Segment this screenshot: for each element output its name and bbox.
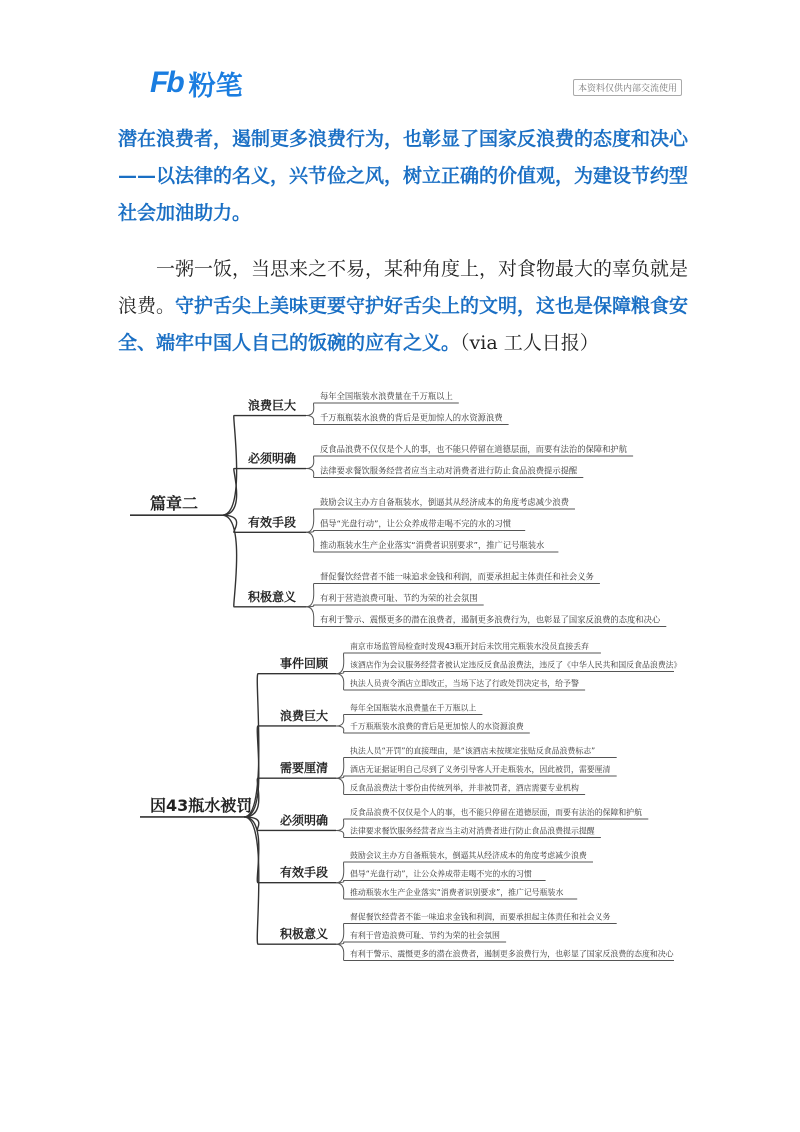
leaf-node: 督促餐饮经营者不能一味追求金钱和利润，而要承担起主体责任和社会义务 xyxy=(320,571,594,582)
branch-node: 事件回顾 xyxy=(280,656,329,671)
paragraph-2-line-3-highlight: 全、端牢中国人自己的饭碗的应有之义。 xyxy=(118,332,461,354)
branch-connector xyxy=(306,532,314,552)
paragraph-1-line-3: 社会加油助力。 xyxy=(118,202,252,224)
leaf-node: 酒店无证据证明自己尽到了义务引导客人开走瓶装水，因此被罚，需要厘清 xyxy=(350,765,611,774)
branch-connector xyxy=(336,778,344,794)
branch-connector xyxy=(306,416,314,425)
branch-node: 有效手段 xyxy=(248,515,297,530)
leaf-node: 千万瓶瓶装水浪费的背后是更加惊人的水资源浪费 xyxy=(350,722,524,731)
internal-use-notice: 本资料仅供内部交流使用 xyxy=(573,79,682,96)
branch-connector xyxy=(336,674,344,690)
leaf-node: 执法人员“开罚”的直接理由，是“该酒店未按规定张贴反食品浪费标志” xyxy=(350,746,596,756)
branch-node: 积极意义 xyxy=(280,927,329,942)
paragraph-2-line-1: 一粥一饭，当思来之不易，某种角度上，对食物最大的辜负就是 xyxy=(156,258,689,280)
leaf-node: 有利于营造浪费可耻、节约为荣的社会氛围 xyxy=(350,931,500,940)
leaf-node: 督促餐饮经营者不能一味追求金钱和利润，而要承担起主体责任和社会义务 xyxy=(350,912,611,922)
root-connector xyxy=(222,416,237,516)
leaf-node: 反食品浪费法十零份由传统列举，并非被罚者，酒店需要专业机构 xyxy=(350,783,579,793)
leaf-node: 每年全国瓶装水浪费量在千万瓶以上 xyxy=(320,391,453,401)
leaf-node: 法律要求餐饮服务经营者应当主动对消费者进行防止食品浪费提示提醒 xyxy=(320,465,578,476)
leaf-node: 有利于警示、震慑更多的潜在浪费者，遏制更多浪费行为，也彰显了国家反浪费的态度和决心 xyxy=(350,949,674,959)
root-connector xyxy=(222,515,237,607)
branch-node: 浪费巨大 xyxy=(248,398,297,413)
branch-connector xyxy=(306,607,314,627)
branch-connector xyxy=(306,456,314,469)
root-node: 篇章二 xyxy=(150,494,199,514)
branch-connector xyxy=(336,758,344,779)
branch-connector xyxy=(336,653,344,674)
leaf-node: 有利于警示、震慑更多的潜在浪费者，遏制更多浪费行为，也彰显了国家反浪费的态度和决心 xyxy=(320,614,661,625)
branch-connector xyxy=(336,726,344,733)
leaf-node: 该酒店作为会议服务经营者被认定违反反食品浪费法，违反了《中华人民共和国反食品浪费法》 xyxy=(350,660,682,670)
mindmap-fined-43-bottles xyxy=(0,628,800,968)
branch-node: 必须明确 xyxy=(248,451,297,466)
branch-node: 积极意义 xyxy=(248,589,297,604)
branch-connector xyxy=(306,584,314,607)
branch-node: 需要厘清 xyxy=(280,761,329,776)
leaf-node: 南京市场监管局检查时发现43瓶开封后未饮用完瓶装水没员直接丢弃 xyxy=(350,642,589,651)
paragraph-2 xyxy=(118,251,689,362)
branch-node: 浪费巨大 xyxy=(280,708,329,723)
root-node: 因43瓶水被罚 xyxy=(150,795,253,815)
paragraph-2-line-3 xyxy=(118,325,684,362)
leaf-node: 反食品浪费不仅仅是个人的事，也不能只停留在道德层面，而要有法治的保障和护航 xyxy=(350,808,642,817)
paragraph-1-line-1: 潜在浪费者，遏制更多浪费行为，也彰显了国家反浪费的态度和决心 xyxy=(118,128,689,150)
branch-connector xyxy=(336,883,344,899)
leaf-node: 执法人员责令酒店立即改正，当场下达了行政处罚决定书，给予警 xyxy=(350,679,579,688)
branch-node: 必须明确 xyxy=(280,813,329,828)
fenbi-logo xyxy=(150,66,243,100)
mindmap-chapter-two xyxy=(0,380,800,625)
paragraph-2-line-3-source: （via 工人日报） xyxy=(460,332,599,354)
paragraph-1 xyxy=(118,121,689,232)
leaf-node: 鼓励会议主办方自备瓶装水，倒逼其从经济成本的角度考虑减少浪费 xyxy=(320,497,569,507)
branch-connector xyxy=(336,944,344,960)
branch-connector xyxy=(306,469,314,478)
leaf-node: 每年全国瓶装水浪费量在千万瓶以上 xyxy=(350,703,477,713)
leaf-node: 法律要求餐饮服务经营者应当主动对消费者进行防止食品浪费提示提醒 xyxy=(350,826,595,836)
leaf-node: 倡导“光盘行动”，让公众养成带走喝不完的水的习惯 xyxy=(350,869,532,879)
branch-connector xyxy=(336,862,344,883)
leaf-node: 鼓励会议主办方自备瓶装水，倒逼其从经济成本的角度考虑减少浪费 xyxy=(350,851,587,860)
paragraph-2-line-2-plain: 浪费。 xyxy=(118,295,176,317)
branch-connector xyxy=(306,509,314,532)
branch-connector xyxy=(336,715,344,726)
leaf-node: 倡导“光盘行动”，让公众养成带走喝不完的水的习惯 xyxy=(320,518,512,529)
branch-connector xyxy=(336,830,344,837)
logo-name: 粉笔 xyxy=(188,70,243,102)
leaf-node: 有利于营造浪费可耻、节约为荣的社会氛围 xyxy=(320,593,478,603)
paragraph-2-line-2-highlight: 守护舌尖上美味更要守护好舌尖上的文明，这也是保障粮食安 xyxy=(175,295,689,317)
branch-connector xyxy=(336,819,344,830)
branch-connector xyxy=(306,403,314,416)
root-connector xyxy=(244,817,259,883)
branch-connector xyxy=(336,924,344,945)
logo-mark: Fb xyxy=(150,66,183,99)
branch-node: 有效手段 xyxy=(280,865,329,880)
leaf-node: 反食品浪费不仅仅是个人的事，也不能只停留在道德层面，而要有法治的保障和护航 xyxy=(320,444,627,454)
leaf-node: 千万瓶瓶装水浪费的背后是更加惊人的水资源浪费 xyxy=(320,412,503,423)
root-connector xyxy=(222,469,237,516)
paragraph-2-line-2 xyxy=(118,288,689,325)
paragraph-1-line-2: ——以法律的名义，兴节俭之风，树立正确的价值观，为建设节约型 xyxy=(118,165,689,187)
leaf-node: 推动瓶装水生产企业落实“消费者识别要求”，推广记号瓶装水 xyxy=(320,540,545,550)
leaf-node: 推动瓶装水生产企业落实“消费者识别要求”，推广记号瓶装水 xyxy=(350,888,564,897)
